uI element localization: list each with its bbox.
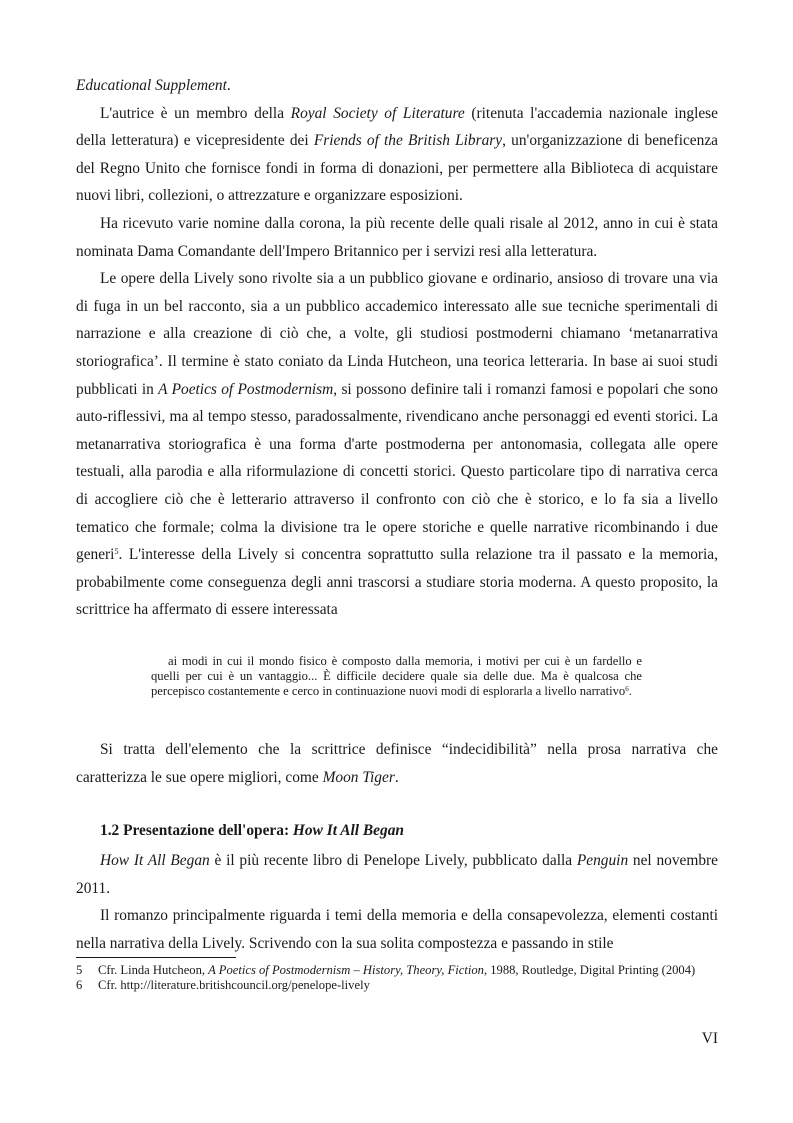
footnote-url: Cfr. http://literature.britishcouncil.org/penelope-lively <box>98 978 370 992</box>
body-text-upper <box>76 72 718 624</box>
footnote-number: 5 <box>76 963 83 977</box>
paragraph-indecidibilita: Si tratta dell'elemento che la scrittrice definisce “indecidibilità” nella prosa narrativa che caratterizza le sue opere migliori, come Moon Tiger. <box>76 741 718 786</box>
block-quote: ai modi in cui il mondo fisico è composto dalla memoria, i motivi per cui è un fardello e quelli per cui è un vantaggio... È difficile decidere quale sia delle due. Ma è qualcosa che percepisco costantemente e cerco in continuazione nuovi modi di esplorarla a livello narrativo$^6$. <box>151 654 642 699</box>
footnote-ref-5[interactable]: 5 <box>114 547 119 557</box>
italic-title: A Poetics of Postmodernism <box>158 380 334 398</box>
paragraph-romanzo: Il romanzo principalmente riguarda i temi della memoria e della consapevolezza, elementi costanti nella narrativa della Lively. Scrivendo con la sua solita compostezza e passando in stile <box>76 907 718 952</box>
paragraph-opere: Le opere della Lively sono rivolte sia a un pubblico giovane e ordinario, ansioso di trovare una via di fuga in un bel racconto, sia a un pubblico accademico interessato alle sue tecniche sperimentali di narrazione e alla creazione di ciò che, a volte, gli studiosi postmoderni chiamano ‘metanarrativa storiografica’. Il termine è stato coniato da Linda Hutcheon, una teorica letteraria. In base ai suoi studi pubblicati in A Poetics of Postmodernism, si possono definire tali i romanzi famosi e popolari che sono auto-riflessivi, ma al tempo stesso, paradossalmente, rivendicano anche personaggi ed eventi storici. La metanarrativa storiografica è una forma d'arte postmoderna per antonomasia, collegata alle opere testuali, alla parodia e alla riformulazione di concetti storici. Questo particolare tipo di narrativa cerca di accogliere ciò che è letterario attraverso il confronto con ciò che è storico, e lo fa sia a livello tematico che formale; colma la divisione tra le opere storiche e quelle narrative ricombinando i due generi$^5$. L'interesse della Lively si concentra soprattutto sulla relazione tra il passato e la memoria, probabilmente come conseguenza degli anni trascorsi a studiare storia moderna. A questo proposito, la scrittrice ha affermato di essere interessata <box>76 270 718 619</box>
footnote-6 <box>76 978 718 993</box>
footnote-number: 6 <box>76 978 83 992</box>
paragraph-presentazione: How It All Began è il più recente libro di Penelope Lively, pubblicato dalla Penguin nel novembre 2011. <box>76 852 718 897</box>
footnote-5: 5 Cfr. Linda Hutcheon, A Poetics of Postmodernism – History, Theory, Fiction, 1988, Routledge, Digital Printing (2004) <box>76 963 696 977</box>
footnote-separator <box>76 957 236 958</box>
footnote-ref-6[interactable]: 6 <box>625 685 629 694</box>
section-heading: 1.2 Presentazione dell'opera: How It All Began <box>100 822 404 839</box>
italic-title: A Poetics of Postmodernism – History, Theory, Fiction <box>208 963 484 977</box>
paragraph-continued: Educational Supplement. <box>76 77 231 94</box>
italic-publisher: Penguin <box>576 852 629 869</box>
italic-title: Friends of the British Library <box>313 132 503 150</box>
italic-title: Educational Supplement <box>76 77 227 94</box>
body-text-middle <box>76 736 718 791</box>
paragraph-royal-society: L'autrice è un membro della Royal Society of Literature (ritenuta l'accademia nazionale inglese della letteratura) e vicepresidente dei Friends of the British Library, un'organizzazione di beneficenza del Regno Unito che fornisce fondi in forma di donazioni, per permettere alla Biblioteca di acquistare nuovi libri, collezioni, o attrezzature e organizzare esposizioni. <box>76 104 718 205</box>
footnotes <box>76 963 718 993</box>
italic-title: Moon Tiger <box>322 768 395 786</box>
page-number: VI <box>701 1030 718 1047</box>
body-text-lower <box>76 847 718 957</box>
paragraph-nomine: Ha ricevuto varie nomine dalla corona, la più recente delle quali risale al 2012, anno in cui è stata nominata Dama Comandante dell'Impero Britannico per i servizi resi alla letteratura. <box>76 214 718 260</box>
italic-title: How It All Began <box>100 852 210 869</box>
italic-title: Royal Society of Literature <box>290 104 465 122</box>
